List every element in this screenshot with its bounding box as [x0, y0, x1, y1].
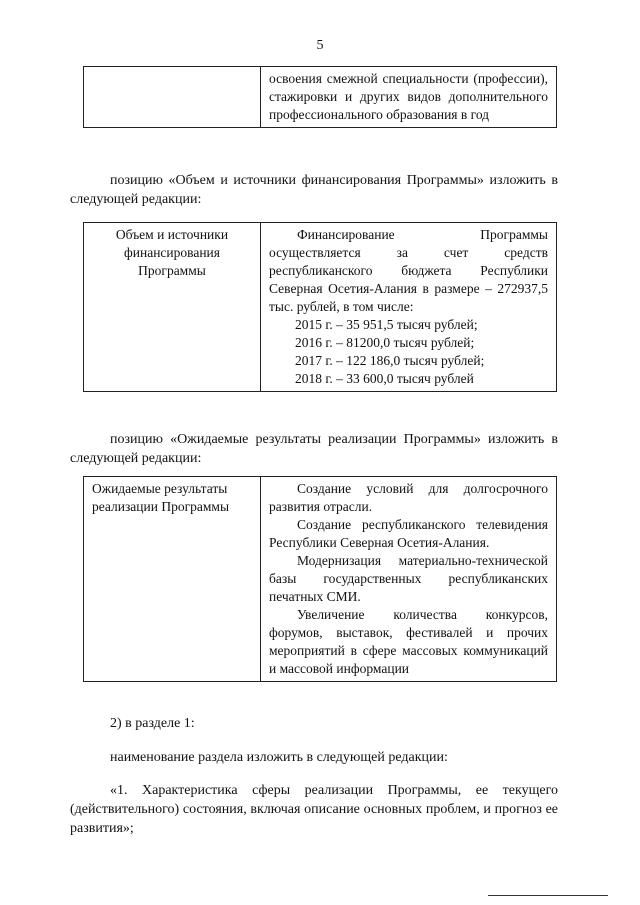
paragraph-section-name: наименование раздела изложить в следующей редакции:	[110, 750, 448, 765]
table-top-left-cell	[84, 67, 261, 128]
finance-year-2018: 2018 г. – 33 600,0 тысяч рублей	[295, 371, 474, 386]
paragraph-results-intro: позицию «Ожидаемые результаты реализации Программы» изложить в следующей редакции:	[70, 432, 558, 466]
table-top-right-cell: освоения смежной специальности (профессии), стажировки и других видов дополнительного профессионального образования в год	[261, 67, 557, 128]
table-results	[83, 476, 557, 682]
paragraph-section-title: «1. Характеристика сферы реализации Программы, ее текущего (действительного) состояния, включая описание основных проблем, и прогноз ее развития»;	[70, 783, 558, 836]
results-item: Создание республиканского телевидения Республики Северная Осетия-Алания.	[269, 517, 548, 550]
finance-year-2016: 2016 г. – 81200,0 тысяч рублей;	[295, 335, 475, 350]
finance-left-cell: Объем и источники финансирования Программы	[84, 223, 261, 392]
results-item: Увеличение количества конкурсов, форумов, выставок, фестивалей и прочих мероприятий в сфере массовых коммуникаций и массовой информации	[269, 607, 548, 676]
results-right-cell	[261, 477, 557, 682]
paragraph-section-1: 2) в разделе 1:	[110, 716, 195, 731]
finance-year-2017: 2017 г. – 122 186,0 тысяч рублей;	[295, 353, 485, 368]
paragraph-finance-intro: позицию «Объем и источники финансирования Программы» изложить в следующей редакции:	[70, 173, 558, 207]
table-top	[83, 66, 557, 128]
footer-rule	[488, 895, 608, 896]
table-finance	[83, 222, 557, 392]
finance-right-cell	[261, 223, 557, 392]
results-item: Создание условий для долгосрочного развития отрасли.	[269, 481, 548, 514]
finance-year-2015: 2015 г. – 35 951,5 тысяч рублей;	[295, 317, 478, 332]
finance-intro-text: Финансирование Программы осуществляется за счет средств республиканского бюджета Республики Северная Осетия-Алания в размере – 272937,5 тыс. рублей, в том числе:	[269, 227, 548, 314]
page-number: 5	[316, 38, 324, 53]
results-item: Модернизация материально-технической базы государственных республиканских печатных СМИ.	[269, 553, 548, 604]
results-left-cell: Ожидаемые результаты реализации Программы	[84, 477, 261, 682]
